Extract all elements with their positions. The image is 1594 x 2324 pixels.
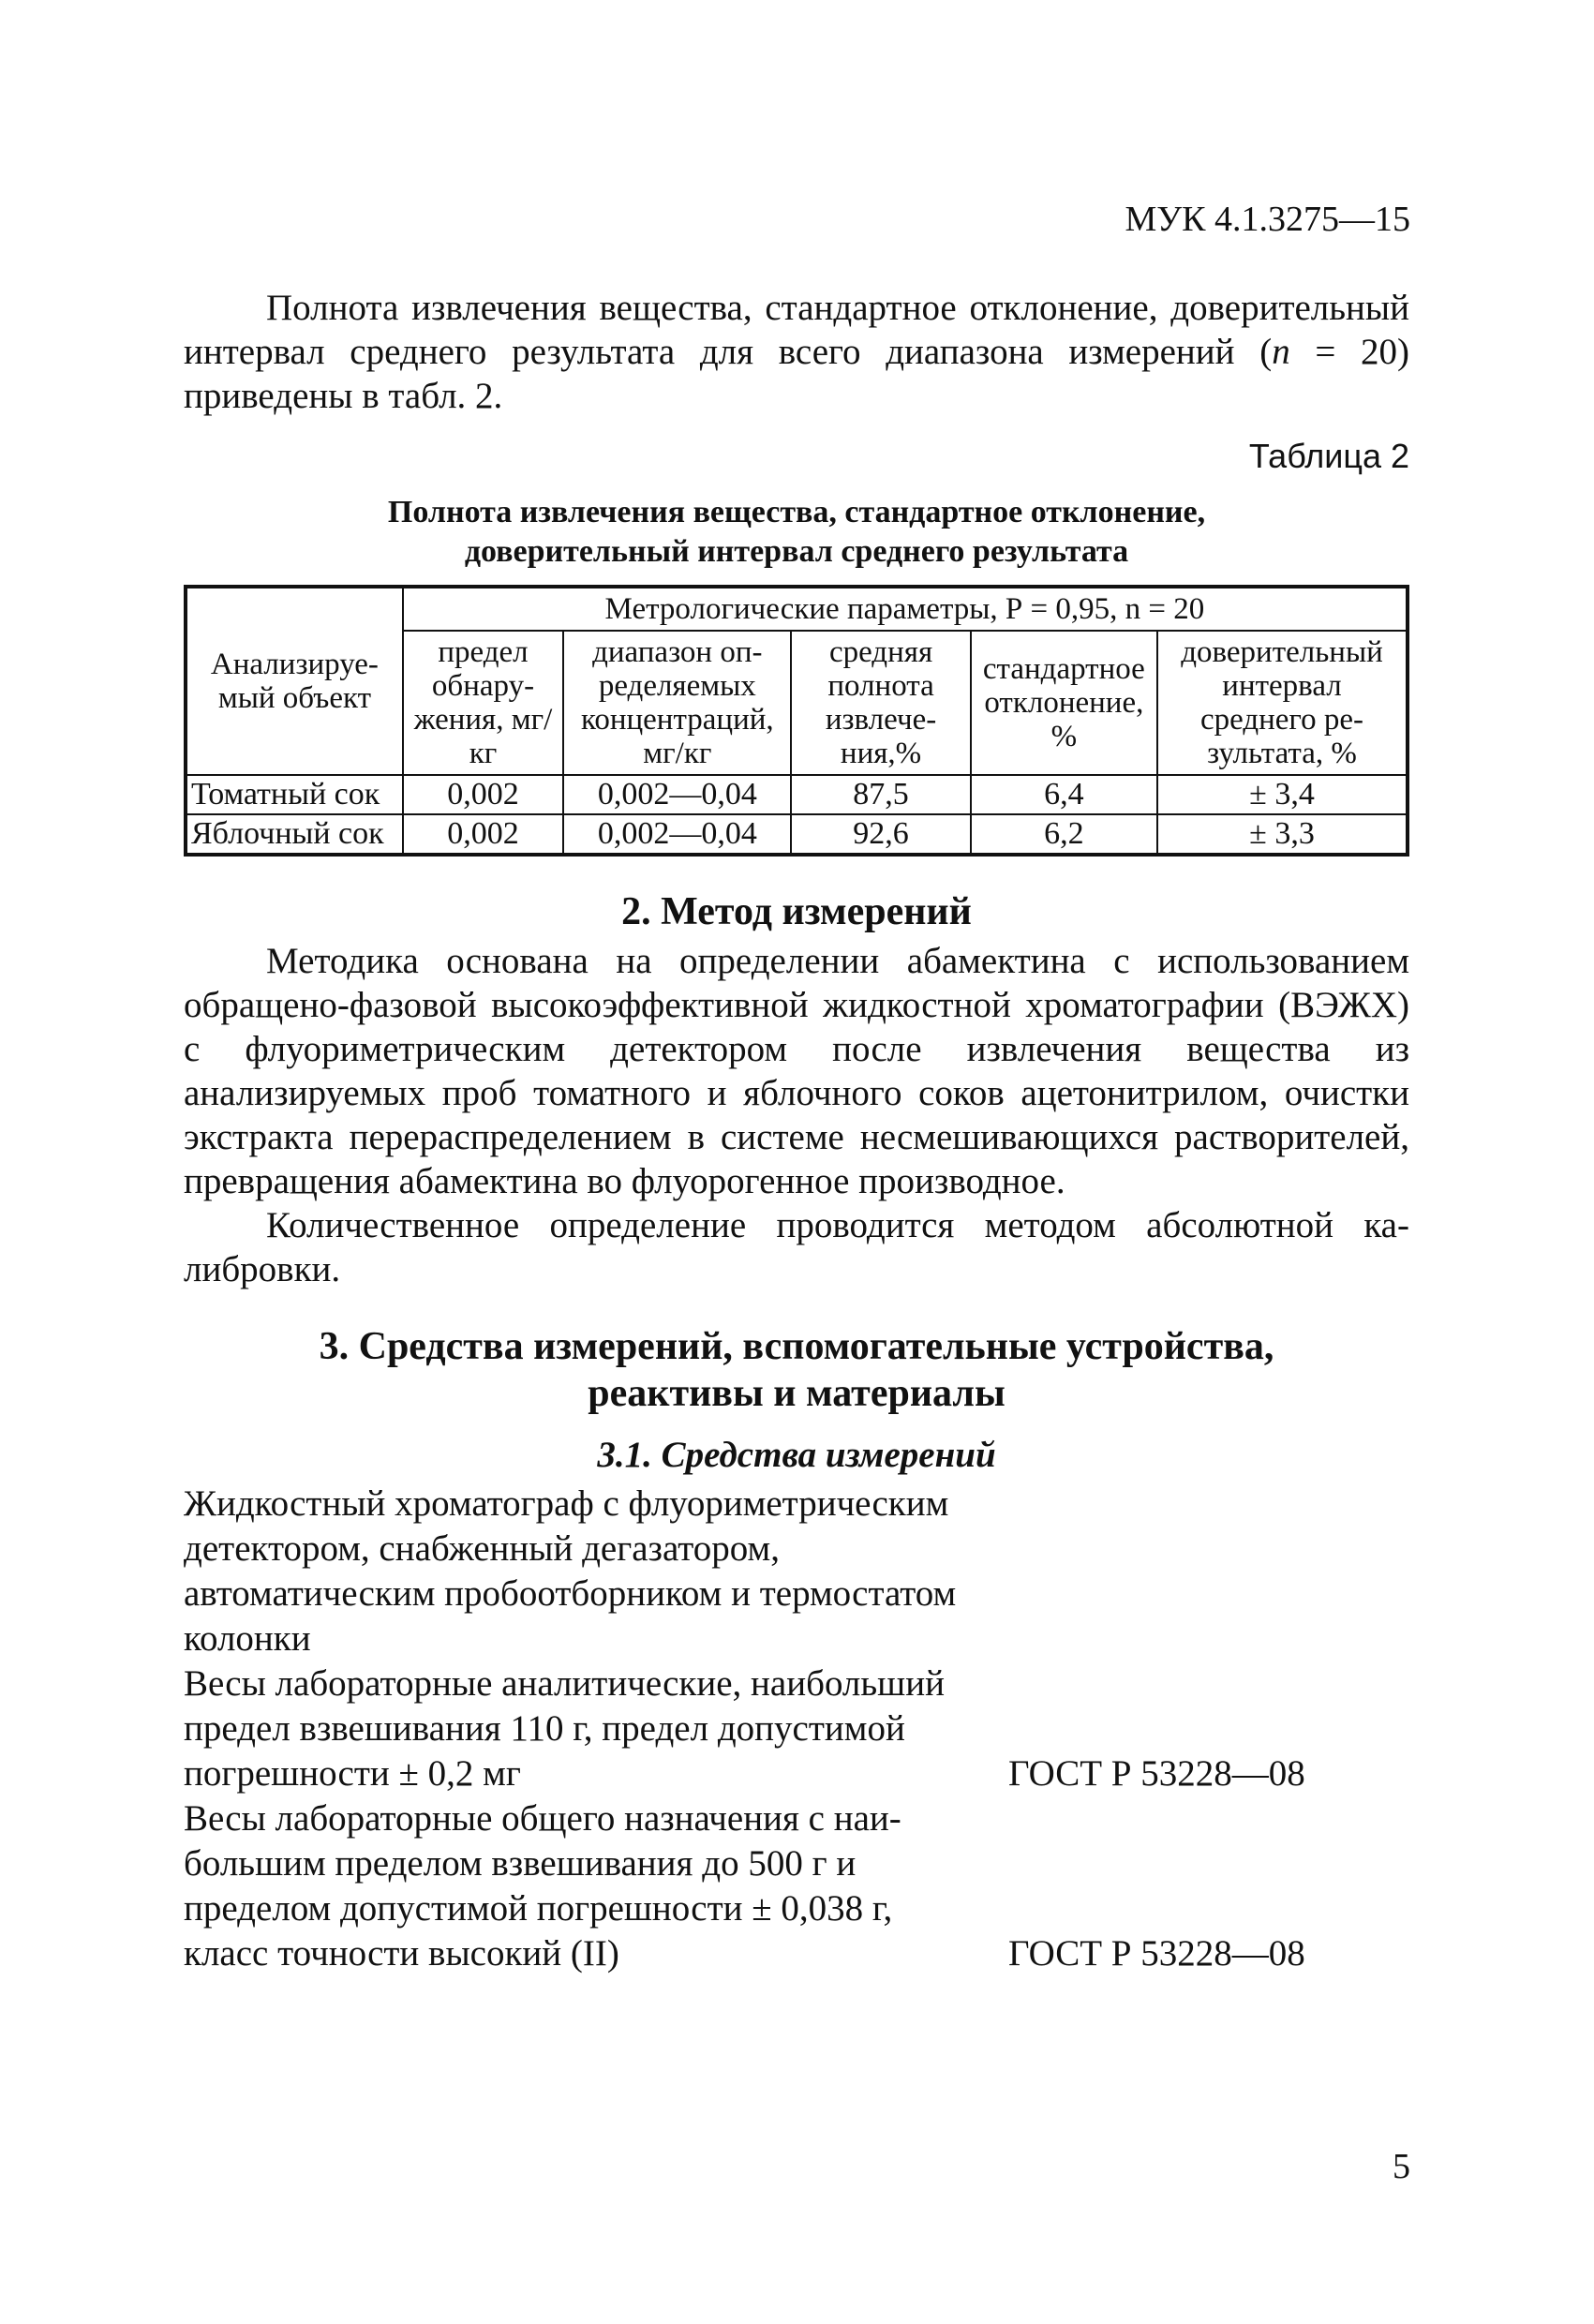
table-title-line-2: доверительный интервал среднего результата <box>464 534 1129 569</box>
table-title-line-1: Полнота извлечения вещества, стандартное отклонение, <box>387 495 1206 529</box>
intro-text-lead: Полнота извлечения вещества, стандартное отклонение, доверительный интервал среднего результата для всего диапазона измерений ( <box>184 288 1409 372</box>
equipment-description: Весы лабораторные общего назначения с наибольшим пределом взвешивания до 500 г и пределом допустимой погрешности ± 0,038 г, класс точности высокий (II) <box>184 1798 901 1974</box>
cell-detection-limit: 0,002 <box>403 814 563 855</box>
section-2-title: 2. Метод измерений <box>621 890 972 933</box>
equipment-description: Весы лабораторные аналитические, наибольший предел взвешивания 110 г, предел допустимой погрешности ± 0,2 мг <box>184 1663 945 1794</box>
section-3-title-line-2: реактивы и материалы <box>588 1372 1006 1415</box>
header-confidence-interval: доверительный интервал среднего результата, % <box>1157 631 1408 775</box>
section-2-paragraph: Количественное определение проводится методом абсолютной калибровки. <box>184 1205 1409 1289</box>
cell-object: Яблочный сок <box>186 814 403 855</box>
page-number: 5 <box>1393 2147 1410 2186</box>
document-code: МУК 4.1.3275—15 <box>1125 200 1410 239</box>
section-3-title-line-1: 3. Средства измерений, вспомогательные устройства, <box>319 1325 1274 1368</box>
cell-mean-recovery: 87,5 <box>791 775 970 814</box>
cell-std-deviation: 6,2 <box>971 814 1157 855</box>
header-concentration-range: диапазон определяемых концентраций, мг/кг <box>563 631 791 775</box>
table-title <box>184 493 1409 572</box>
header-mean-recovery: средняя полнота извлечения,% <box>791 631 970 775</box>
page-content <box>184 286 1409 1976</box>
subsection-3-1-title: 3.1. Средства измерений <box>597 1435 996 1475</box>
table-header-row-1 <box>186 587 1408 631</box>
list-item <box>184 1796 1409 1976</box>
header-detection-limit: предел обнаружения, мг/кг <box>403 631 563 775</box>
cell-concentration-range: 0,002—0,04 <box>563 775 791 814</box>
list-item <box>184 1482 1409 1661</box>
list-item <box>184 1661 1409 1796</box>
metrology-table <box>184 585 1409 857</box>
table-row <box>186 775 1408 814</box>
equipment-description: Жидкостный хроматограф с флуориметрическим детектором, снабженный дегазатором, автоматическим пробоотборником и термостатом колонки <box>184 1483 957 1659</box>
header-metrology-group: Метрологические параметры, Р = 0,95, n = 20 <box>403 587 1408 631</box>
header-object: Анализируемый объект <box>186 587 403 775</box>
n-symbol: n <box>1272 332 1290 372</box>
equipment-list <box>184 1482 1409 1976</box>
section-3-title <box>184 1323 1409 1417</box>
cell-confidence-interval: ± 3,3 <box>1157 814 1408 855</box>
cell-detection-limit: 0,002 <box>403 775 563 814</box>
equipment-standard: ГОСТ Р 53228—08 <box>1008 1933 1305 1974</box>
cell-object: Томатный сок <box>186 775 403 814</box>
section-2-paragraph: Методика основана на определении абамектина с использованием обращено-фазовой высокоэффективной жидкостной хроматографии (ВЭЖХ) с флуориметрическим детектором после извлечения вещества из анализируемых проб томатного и яблочного соков ацетонитрилом, очистки экстракта перераспределением в системе несмешивающихся растворителей, превращения абамектина во флуорогенное производное. <box>184 941 1409 1201</box>
equipment-standard: ГОСТ Р 53228—08 <box>1008 1753 1305 1794</box>
table-row <box>186 814 1408 855</box>
intro-paragraph <box>184 286 1409 418</box>
header-std-deviation: стандартное отклонение, % <box>971 631 1157 775</box>
cell-std-deviation: 6,4 <box>971 775 1157 814</box>
intro-text-tail: = 20) приведены в табл. 2. <box>184 332 1410 416</box>
cell-concentration-range: 0,002—0,04 <box>563 814 791 855</box>
table-number: Таблица 2 <box>1248 437 1409 475</box>
cell-mean-recovery: 92,6 <box>791 814 970 855</box>
cell-confidence-interval: ± 3,4 <box>1157 775 1408 814</box>
